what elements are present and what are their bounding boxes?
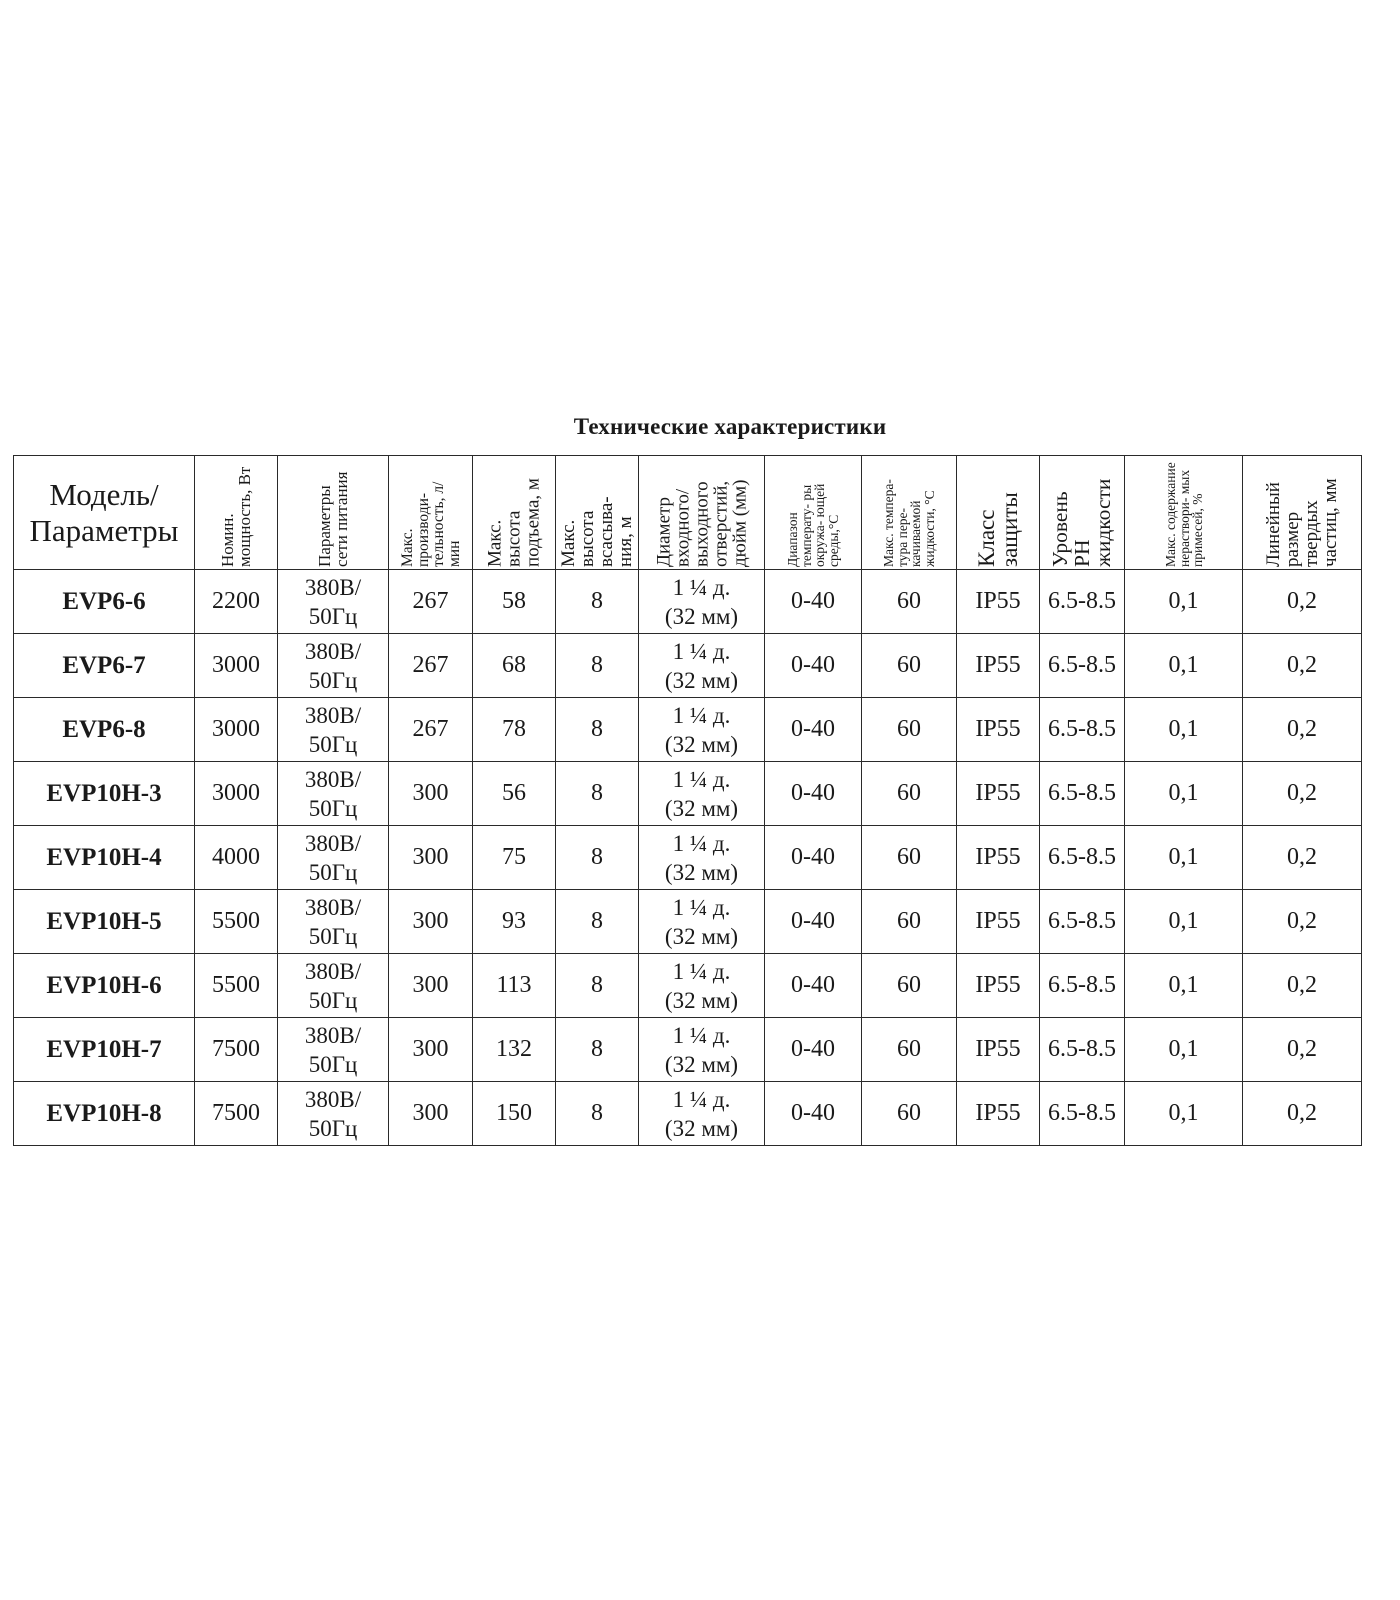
model-cell: EVP10H-4 bbox=[14, 826, 195, 890]
network-cell bbox=[278, 570, 389, 634]
network-cell-line: 50Гц bbox=[308, 1115, 358, 1141]
liquid-temp-cell: 60 bbox=[862, 1018, 957, 1082]
diameter-cell bbox=[639, 698, 765, 762]
flow-cell: 267 bbox=[389, 634, 473, 698]
network-cell-line: 50Гц bbox=[308, 795, 358, 821]
column-header-text: Номин. мощность, Вт bbox=[218, 466, 254, 567]
ph-cell: 6.5-8.5 bbox=[1040, 762, 1125, 826]
ph-cell: 6.5-8.5 bbox=[1040, 954, 1125, 1018]
impurities-cell: 0,1 bbox=[1125, 954, 1243, 1018]
ambient-temp-cell: 0-40 bbox=[765, 890, 862, 954]
power-cell: 4000 bbox=[195, 826, 278, 890]
protection-cell: IP55 bbox=[957, 1018, 1040, 1082]
column-header-network bbox=[278, 456, 389, 570]
flow-cell: 300 bbox=[389, 954, 473, 1018]
protection-cell: IP55 bbox=[957, 570, 1040, 634]
network-cell-line: 380В/ bbox=[304, 830, 362, 856]
power-cell: 7500 bbox=[195, 1018, 278, 1082]
network-cell bbox=[278, 954, 389, 1018]
liquid-temp-cell: 60 bbox=[862, 698, 957, 762]
suction-cell: 8 bbox=[556, 954, 639, 1018]
column-header-text: Диаметр входного/ выходного отверстий, дюйм (мм) bbox=[653, 478, 750, 567]
table-row bbox=[14, 698, 1362, 762]
table-row bbox=[14, 762, 1362, 826]
flow-cell: 267 bbox=[389, 698, 473, 762]
diameter-cell bbox=[639, 634, 765, 698]
particles-cell: 0,2 bbox=[1243, 1018, 1362, 1082]
diameter-cell-line: (32 мм) bbox=[664, 987, 739, 1013]
network-cell bbox=[278, 1082, 389, 1146]
liquid-temp-cell: 60 bbox=[862, 1082, 957, 1146]
power-cell: 7500 bbox=[195, 1082, 278, 1146]
head-cell: 113 bbox=[473, 954, 556, 1018]
diameter-cell-line: 1 ¼ д. bbox=[672, 1022, 731, 1048]
column-header-text: Параметры сети питания bbox=[315, 471, 351, 567]
liquid-temp-cell: 60 bbox=[862, 890, 957, 954]
network-cell-line: 380В/ bbox=[304, 638, 362, 664]
network-cell-line: 380В/ bbox=[304, 1022, 362, 1048]
model-cell: EVP10H-3 bbox=[14, 762, 195, 826]
ph-cell: 6.5-8.5 bbox=[1040, 1018, 1125, 1082]
column-header-head bbox=[473, 456, 556, 570]
header-row bbox=[14, 456, 1362, 570]
diameter-cell-line: 1 ¼ д. bbox=[672, 894, 731, 920]
ambient-temp-cell: 0-40 bbox=[765, 570, 862, 634]
power-cell: 2200 bbox=[195, 570, 278, 634]
column-header-diameter bbox=[639, 456, 765, 570]
model-cell: EVP6-7 bbox=[14, 634, 195, 698]
column-header-suction bbox=[556, 456, 639, 570]
ambient-temp-cell: 0-40 bbox=[765, 1082, 862, 1146]
table-row bbox=[14, 570, 1362, 634]
column-header-text: Макс. темпера- тура пере- качиваемой жидкости, °С bbox=[881, 478, 937, 567]
table-row bbox=[14, 1018, 1362, 1082]
column-header-text: Диапазон температу- ры окружа- ющей среды,°С bbox=[785, 483, 841, 567]
table-title: Технические характеристики bbox=[573, 414, 887, 439]
network-cell-line: 380В/ bbox=[304, 574, 362, 600]
network-cell-line: 50Гц bbox=[308, 603, 358, 629]
suction-cell: 8 bbox=[556, 634, 639, 698]
suction-cell: 8 bbox=[556, 1018, 639, 1082]
impurities-cell: 0,1 bbox=[1125, 890, 1243, 954]
head-cell: 132 bbox=[473, 1018, 556, 1082]
ph-cell: 6.5-8.5 bbox=[1040, 826, 1125, 890]
head-cell: 93 bbox=[473, 890, 556, 954]
ambient-temp-cell: 0-40 bbox=[765, 762, 862, 826]
flow-cell: 300 bbox=[389, 762, 473, 826]
liquid-temp-cell: 60 bbox=[862, 954, 957, 1018]
network-cell bbox=[278, 1018, 389, 1082]
particles-cell: 0,2 bbox=[1243, 570, 1362, 634]
head-cell: 58 bbox=[473, 570, 556, 634]
ambient-temp-cell: 0-40 bbox=[765, 1018, 862, 1082]
model-cell: EVP6-8 bbox=[14, 698, 195, 762]
head-cell: 150 bbox=[473, 1082, 556, 1146]
particles-cell: 0,2 bbox=[1243, 634, 1362, 698]
impurities-cell: 0,1 bbox=[1125, 1082, 1243, 1146]
particles-cell: 0,2 bbox=[1243, 698, 1362, 762]
network-cell-line: 380В/ bbox=[304, 702, 362, 728]
suction-cell: 8 bbox=[556, 698, 639, 762]
column-header-protection bbox=[957, 456, 1040, 570]
particles-cell: 0,2 bbox=[1243, 890, 1362, 954]
impurities-cell: 0,1 bbox=[1125, 570, 1243, 634]
flow-cell: 300 bbox=[389, 1082, 473, 1146]
flow-cell: 267 bbox=[389, 570, 473, 634]
diameter-cell bbox=[639, 1082, 765, 1146]
diameter-cell bbox=[639, 954, 765, 1018]
diameter-cell-line: 1 ¼ д. bbox=[672, 830, 731, 856]
diameter-cell bbox=[639, 890, 765, 954]
ph-cell: 6.5-8.5 bbox=[1040, 1082, 1125, 1146]
ph-cell: 6.5-8.5 bbox=[1040, 890, 1125, 954]
head-cell: 56 bbox=[473, 762, 556, 826]
liquid-temp-cell: 60 bbox=[862, 634, 957, 698]
suction-cell: 8 bbox=[556, 1082, 639, 1146]
network-cell bbox=[278, 634, 389, 698]
network-cell bbox=[278, 698, 389, 762]
network-cell-line: 380В/ bbox=[304, 958, 362, 984]
power-cell: 5500 bbox=[195, 890, 278, 954]
protection-cell: IP55 bbox=[957, 890, 1040, 954]
column-header-text: Макс. высота подъема, м bbox=[484, 477, 544, 567]
table-body bbox=[14, 570, 1362, 1146]
flow-cell: 300 bbox=[389, 890, 473, 954]
column-header-ph bbox=[1040, 456, 1125, 570]
diameter-cell-line: 1 ¼ д. bbox=[672, 702, 731, 728]
column-header-power bbox=[195, 456, 278, 570]
network-cell-line: 50Гц bbox=[308, 1051, 358, 1077]
table-row bbox=[14, 826, 1362, 890]
column-header-text: Макс. производи- тельность, л/мин bbox=[398, 481, 462, 567]
liquid-temp-cell: 60 bbox=[862, 570, 957, 634]
impurities-cell: 0,1 bbox=[1125, 634, 1243, 698]
column-header-text: Макс. содержание нераствори- мых примесей, % bbox=[1162, 461, 1205, 567]
ambient-temp-cell: 0-40 bbox=[765, 698, 862, 762]
head-cell: 68 bbox=[473, 634, 556, 698]
column-header-text: Макс. высота всасыва- ния, м bbox=[558, 495, 636, 567]
particles-cell: 0,2 bbox=[1243, 1082, 1362, 1146]
diameter-cell-line: (32 мм) bbox=[664, 795, 739, 821]
diameter-cell-line: (32 мм) bbox=[664, 859, 739, 885]
ph-cell: 6.5-8.5 bbox=[1040, 570, 1125, 634]
column-header-impurities bbox=[1125, 456, 1243, 570]
diameter-cell bbox=[639, 826, 765, 890]
impurities-cell: 0,1 bbox=[1125, 826, 1243, 890]
power-cell: 3000 bbox=[195, 698, 278, 762]
diameter-cell-line: 1 ¼ д. bbox=[672, 1086, 731, 1112]
power-cell: 3000 bbox=[195, 634, 278, 698]
protection-cell: IP55 bbox=[957, 634, 1040, 698]
column-header-flow bbox=[389, 456, 473, 570]
head-cell: 78 bbox=[473, 698, 556, 762]
protection-cell: IP55 bbox=[957, 698, 1040, 762]
particles-cell: 0,2 bbox=[1243, 762, 1362, 826]
diameter-cell-line: 1 ¼ д. bbox=[672, 638, 731, 664]
network-cell-line: 50Гц bbox=[308, 987, 358, 1013]
network-cell-line: 380В/ bbox=[304, 1086, 362, 1112]
suction-cell: 8 bbox=[556, 762, 639, 826]
liquid-temp-cell: 60 bbox=[862, 762, 957, 826]
diameter-cell-line: (32 мм) bbox=[664, 731, 739, 757]
power-cell: 5500 bbox=[195, 954, 278, 1018]
column-header-text: Уровень PH жидкости bbox=[1047, 478, 1115, 567]
diameter-cell-line: 1 ¼ д. bbox=[672, 574, 731, 600]
table-row bbox=[14, 634, 1362, 698]
ambient-temp-cell: 0-40 bbox=[765, 634, 862, 698]
column-header-particles bbox=[1243, 456, 1362, 570]
suction-cell: 8 bbox=[556, 890, 639, 954]
diameter-cell-line: (32 мм) bbox=[664, 923, 739, 949]
diameter-cell-line: 1 ¼ д. bbox=[672, 958, 731, 984]
particles-cell: 0,2 bbox=[1243, 954, 1362, 1018]
network-cell-line: 50Гц bbox=[308, 667, 358, 693]
suction-cell: 8 bbox=[556, 826, 639, 890]
protection-cell: IP55 bbox=[957, 762, 1040, 826]
protection-cell: IP55 bbox=[957, 954, 1040, 1018]
network-cell-line: 50Гц bbox=[308, 731, 358, 757]
column-header-model: Модель/ Параметры bbox=[14, 456, 195, 570]
diameter-cell-line: (32 мм) bbox=[664, 667, 739, 693]
table-row bbox=[14, 1082, 1362, 1146]
network-cell bbox=[278, 826, 389, 890]
suction-cell: 8 bbox=[556, 570, 639, 634]
model-cell: EVP10H-5 bbox=[14, 890, 195, 954]
diameter-cell-line: (32 мм) bbox=[664, 603, 739, 629]
ph-cell: 6.5-8.5 bbox=[1040, 634, 1125, 698]
model-cell: EVP10H-8 bbox=[14, 1082, 195, 1146]
particles-cell: 0,2 bbox=[1243, 826, 1362, 890]
protection-cell: IP55 bbox=[957, 826, 1040, 890]
head-cell: 75 bbox=[473, 826, 556, 890]
network-cell bbox=[278, 762, 389, 826]
column-header-liquid-temp bbox=[862, 456, 957, 570]
network-cell bbox=[278, 890, 389, 954]
ambient-temp-cell: 0-40 bbox=[765, 826, 862, 890]
table-row bbox=[14, 890, 1362, 954]
network-cell-line: 380В/ bbox=[304, 894, 362, 920]
impurities-cell: 0,1 bbox=[1125, 698, 1243, 762]
diameter-cell-line: 1 ¼ д. bbox=[672, 766, 731, 792]
diameter-cell-line: (32 мм) bbox=[664, 1051, 739, 1077]
model-cell: EVP6-6 bbox=[14, 570, 195, 634]
network-cell-line: 50Гц bbox=[308, 859, 358, 885]
diameter-cell bbox=[639, 570, 765, 634]
ambient-temp-cell: 0-40 bbox=[765, 954, 862, 1018]
network-cell-line: 50Гц bbox=[308, 923, 358, 949]
diameter-cell-line: (32 мм) bbox=[664, 1115, 739, 1141]
network-cell-line: 380В/ bbox=[304, 766, 362, 792]
column-header-text: Класс защиты bbox=[974, 491, 1022, 567]
power-cell: 3000 bbox=[195, 762, 278, 826]
column-header-text: Линейный размер твердых частиц, мм bbox=[1263, 477, 1341, 567]
protection-cell: IP55 bbox=[957, 1082, 1040, 1146]
ph-cell: 6.5-8.5 bbox=[1040, 698, 1125, 762]
impurities-cell: 0,1 bbox=[1125, 1018, 1243, 1082]
flow-cell: 300 bbox=[389, 1018, 473, 1082]
table-row bbox=[14, 954, 1362, 1018]
column-header-ambient-temp bbox=[765, 456, 862, 570]
diameter-cell bbox=[639, 1018, 765, 1082]
diameter-cell bbox=[639, 762, 765, 826]
model-cell: EVP10H-6 bbox=[14, 954, 195, 1018]
specs-table bbox=[13, 455, 1362, 1146]
model-cell: EVP10H-7 bbox=[14, 1018, 195, 1082]
liquid-temp-cell: 60 bbox=[862, 826, 957, 890]
impurities-cell: 0,1 bbox=[1125, 762, 1243, 826]
flow-cell: 300 bbox=[389, 826, 473, 890]
